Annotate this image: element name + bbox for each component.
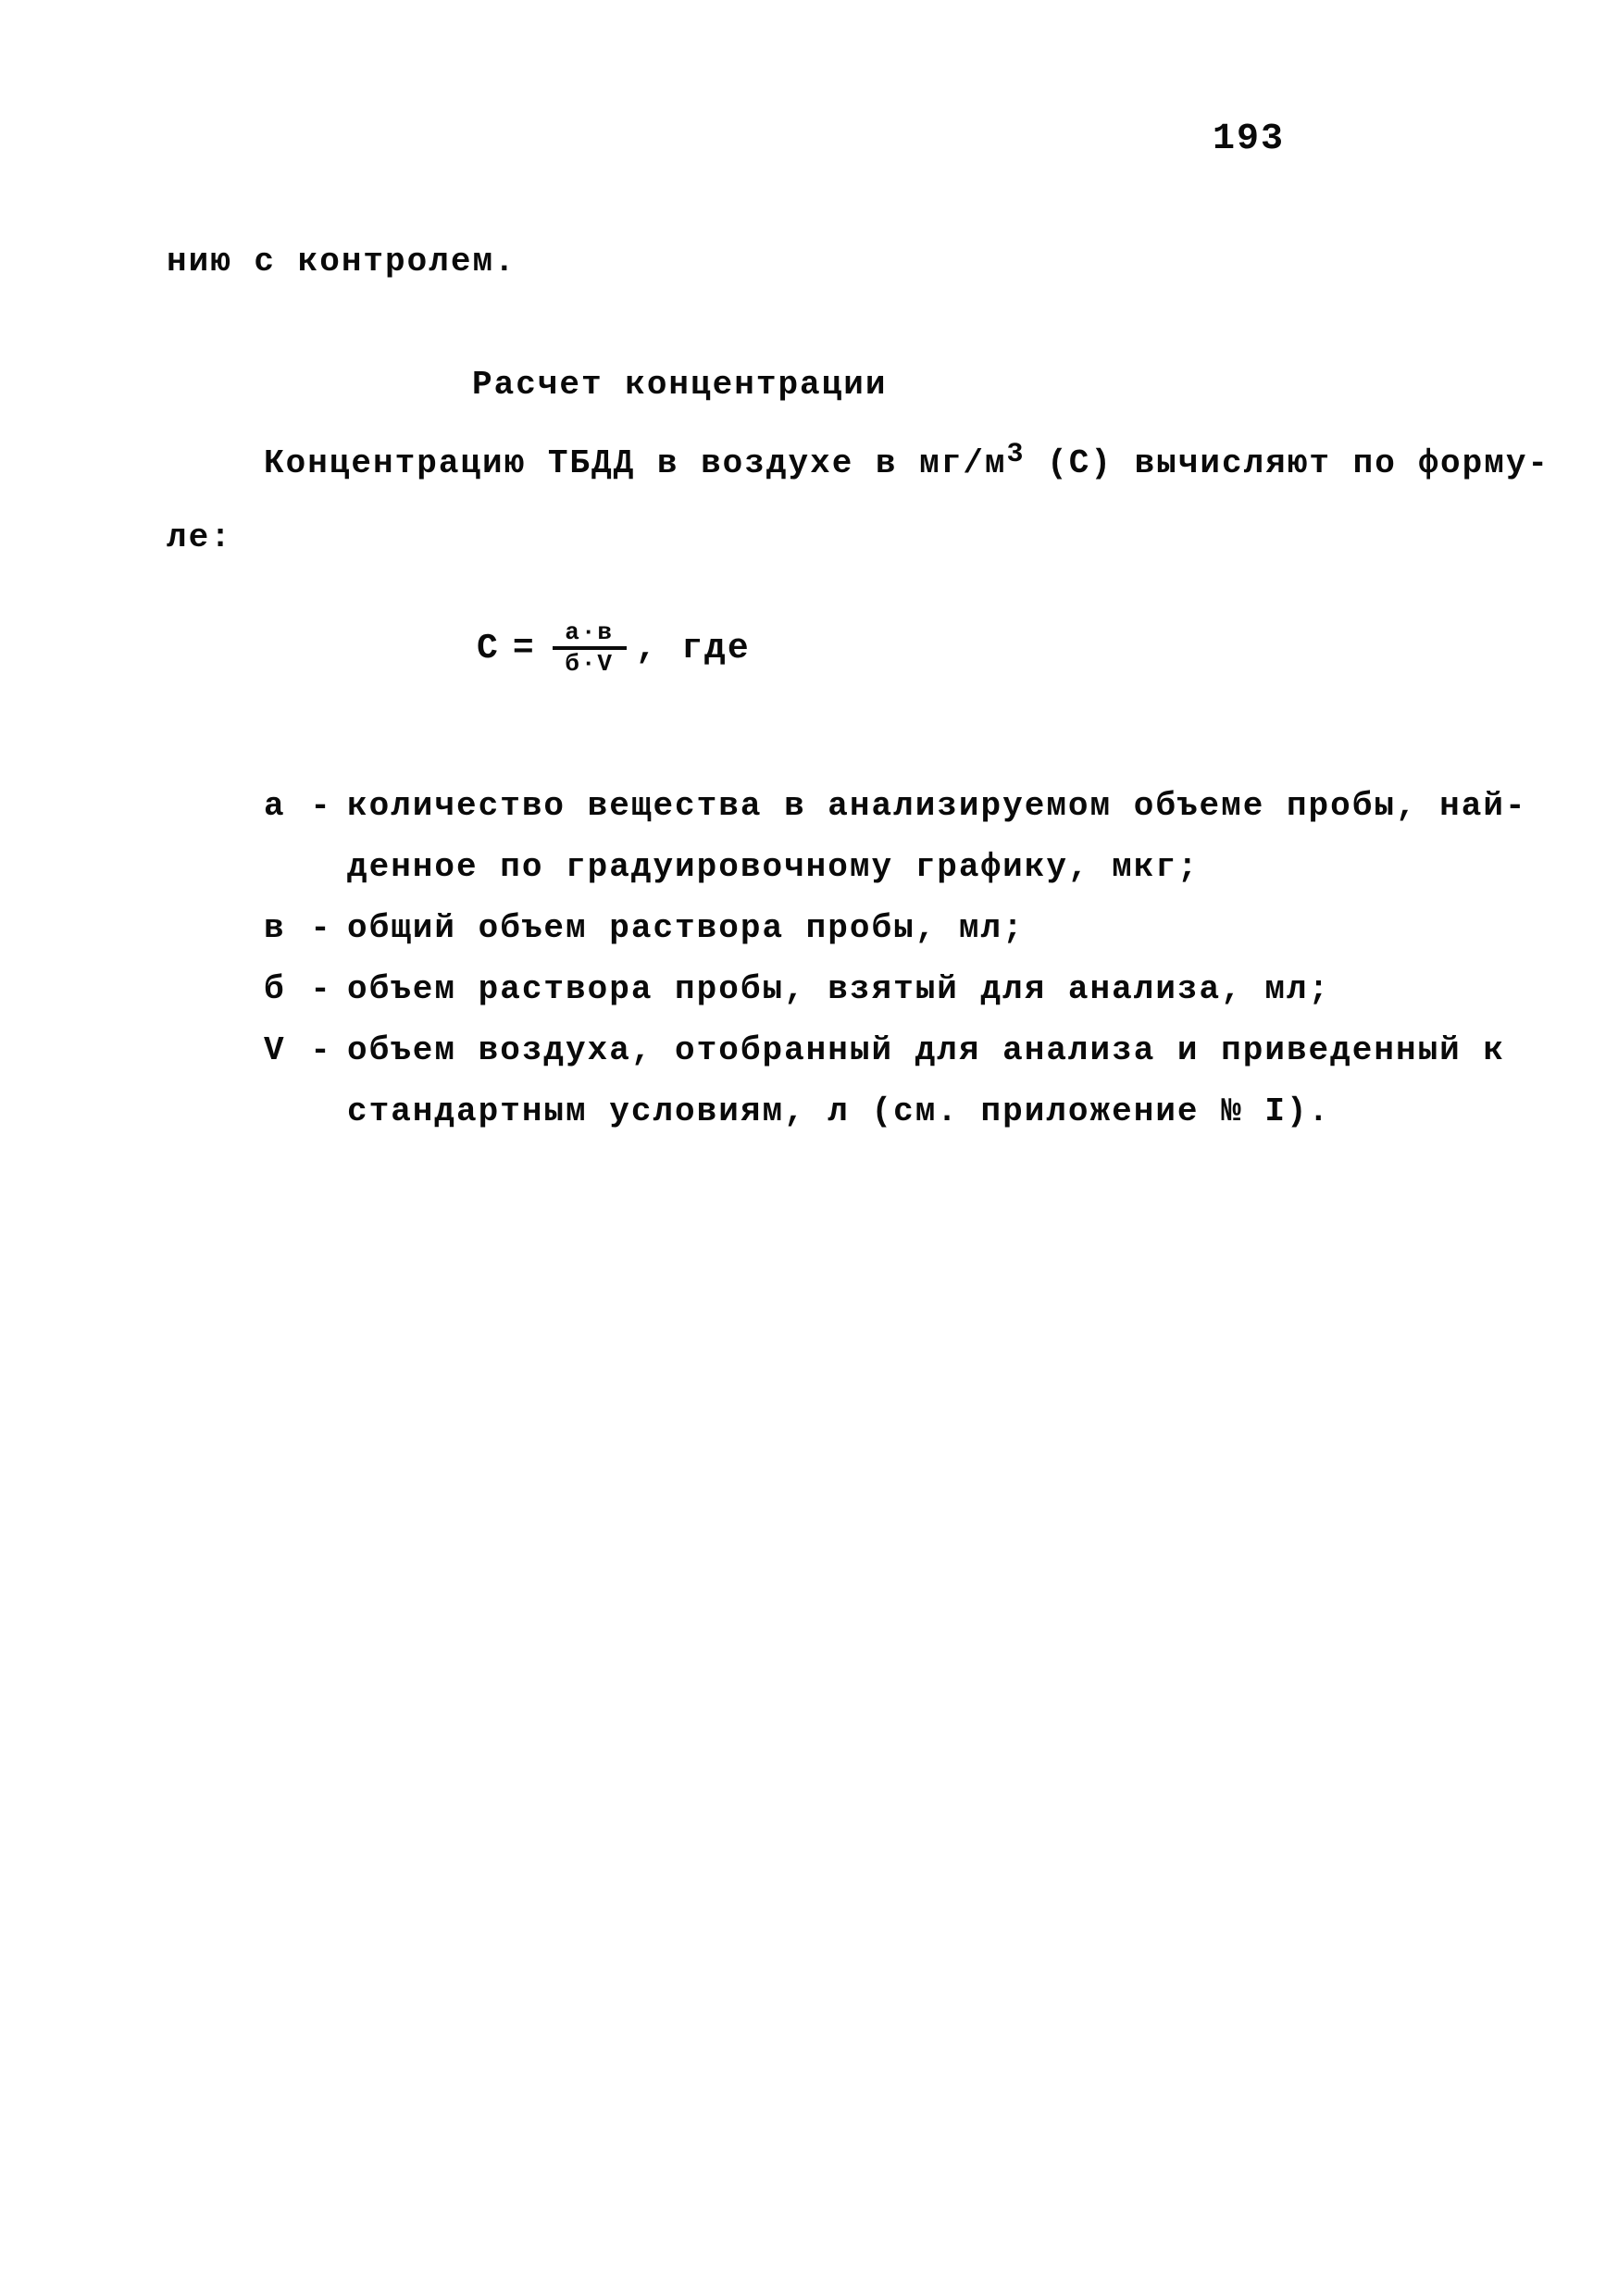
definition-text bbox=[347, 1020, 1505, 1142]
formula-denominator: б·V bbox=[565, 650, 615, 678]
page-number: 193 bbox=[1213, 119, 1286, 160]
definition-volume bbox=[264, 1020, 1505, 1142]
formula-fraction bbox=[553, 620, 627, 676]
paragraph-line-2: ле: bbox=[167, 518, 232, 556]
paragraph-line-1 bbox=[264, 439, 1550, 482]
definition-text bbox=[347, 959, 1421, 1020]
definition-line: общий объем раствора пробы, мл; bbox=[347, 909, 1025, 947]
formula-lhs: С bbox=[477, 628, 500, 668]
definition-line: количество вещества в анализируемом объеме пробы, най- bbox=[347, 787, 1527, 825]
formula-equals: = bbox=[512, 628, 536, 668]
paragraph-line-1-rest: (С) вычисляют по форму- bbox=[1025, 444, 1550, 482]
definition-line: денное по градуировочному графику, мкг; bbox=[347, 848, 1200, 886]
definition-line: объем воздуха, отобранный для анализа и приведенный к bbox=[347, 1031, 1505, 1069]
definition-symbol: V bbox=[264, 1031, 286, 1069]
definition-text bbox=[347, 898, 1421, 959]
formula-numerator: а·в bbox=[565, 618, 615, 646]
formula-tail: , где bbox=[635, 628, 751, 668]
definition-dash: - bbox=[310, 909, 332, 947]
definition-v bbox=[264, 898, 1421, 959]
formula bbox=[477, 620, 751, 676]
definition-dash: - bbox=[310, 1031, 332, 1069]
definition-symbol: б bbox=[264, 970, 286, 1008]
carry-over-text: нию с контролем. bbox=[167, 243, 517, 281]
definition-dash: - bbox=[310, 970, 332, 1008]
definition-symbol: а bbox=[264, 787, 286, 825]
definition-text bbox=[347, 776, 1527, 898]
definition-b bbox=[264, 959, 1421, 1020]
definition-a bbox=[264, 776, 1527, 898]
definition-dash: - bbox=[310, 787, 332, 825]
definitions-list bbox=[264, 776, 1527, 1142]
section-heading: Расчет концентрации bbox=[472, 366, 888, 404]
paragraph-line-1-text: Концентрацию ТБДД в воздухе в мг/м bbox=[264, 444, 1007, 482]
definition-symbol: в bbox=[264, 909, 286, 947]
definition-line: стандартным условиям, л (см. приложение № I). bbox=[347, 1092, 1331, 1130]
unit-exponent: 3 bbox=[1006, 439, 1026, 470]
definition-line: объем раствора пробы, взятый для анализа, мл; bbox=[347, 970, 1331, 1008]
